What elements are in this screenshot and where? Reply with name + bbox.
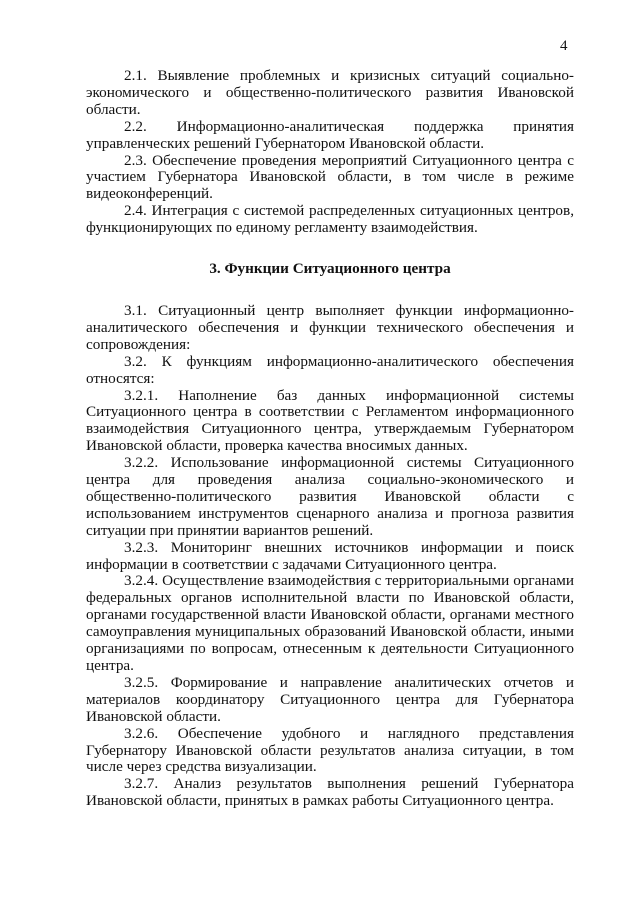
- paragraph-3-2: 3.2. К функциям информационно-аналитического обеспечения относятся:: [86, 352, 574, 387]
- paragraph-2-1: 2.1. Выявление проблемных и кризисных ситуаций социально-экономического и общественно-политического развития Ивановской области.: [86, 67, 574, 118]
- paragraph-3-2-4: 3.2.4. Осуществление взаимодействия с территориальными органами федеральных органов исполнительной власти по Ивановской области, органами государственной власти Ивановской области, органами местного самоуправления муниципальных образований Ивановской области, иными организациями по вопросам, отнесенным к деятельности Ситуационного центра.: [86, 572, 574, 674]
- paragraph-2-2: 2.2. Информационно-аналитическая поддержка принятия управленческих решений Губернатором Ивановской области.: [86, 117, 574, 152]
- section-heading: 3. Функции Ситуационного центра: [209, 260, 451, 278]
- page-number: 4: [560, 38, 568, 54]
- paragraph-3-2-5: 3.2.5. Формирование и направление аналитических отчетов и материалов координатору Ситуационного центра для Губернатора Ивановской области.: [86, 673, 574, 725]
- paragraph-3-2-7: 3.2.7. Анализ результатов выполнения решений Губернатора Ивановской области, принятых в рамках работы Ситуационного центра.: [86, 775, 574, 810]
- paragraph-3-2-6: 3.2.6. Обеспечение удобного и наглядного представления Губернатору Ивановской области результатов анализа ситуации, в том числе через средства визуализации.: [86, 724, 574, 776]
- paragraph-3-2-2: 3.2.2. Использование информационной системы Ситуационного центра для проведения анализа социально-экономического и общественно-политического развития Ивановской области с использованием инструментов сценарного анализа и прогноза развития ситуации при принятии вариантов решений.: [86, 454, 574, 539]
- paragraph-3-2-1: 3.2.1. Наполнение баз данных информационной системы Ситуационного центра в соответствии с Регламентом информационного взаимодействия Ситуационного центра, утверждаемым Губернатором Ивановской области, проверка качества вносимых данных.: [86, 386, 574, 455]
- paragraph-2-4: 2.4. Интеграция с системой распределенных ситуационных центров, функционирующих по единому регламенту взаимодействия.: [86, 202, 574, 237]
- paragraph-2-3: 2.3. Обеспечение проведения мероприятий Ситуационного центра с участием Губернатора Ивановской области, в том числе в режиме видеоконференций.: [86, 151, 574, 203]
- paragraph-3-2-3: 3.2.3. Мониторинг внешних источников информации и поиск информации в соответствии с задачами Ситуационного центра.: [86, 538, 574, 573]
- document-body: [86, 68, 574, 810]
- paragraph-3-1: 3.1. Ситуационный центр выполняет функции информационно-аналитического обеспечения и функции технического обеспечения и сопровождения:: [86, 301, 574, 353]
